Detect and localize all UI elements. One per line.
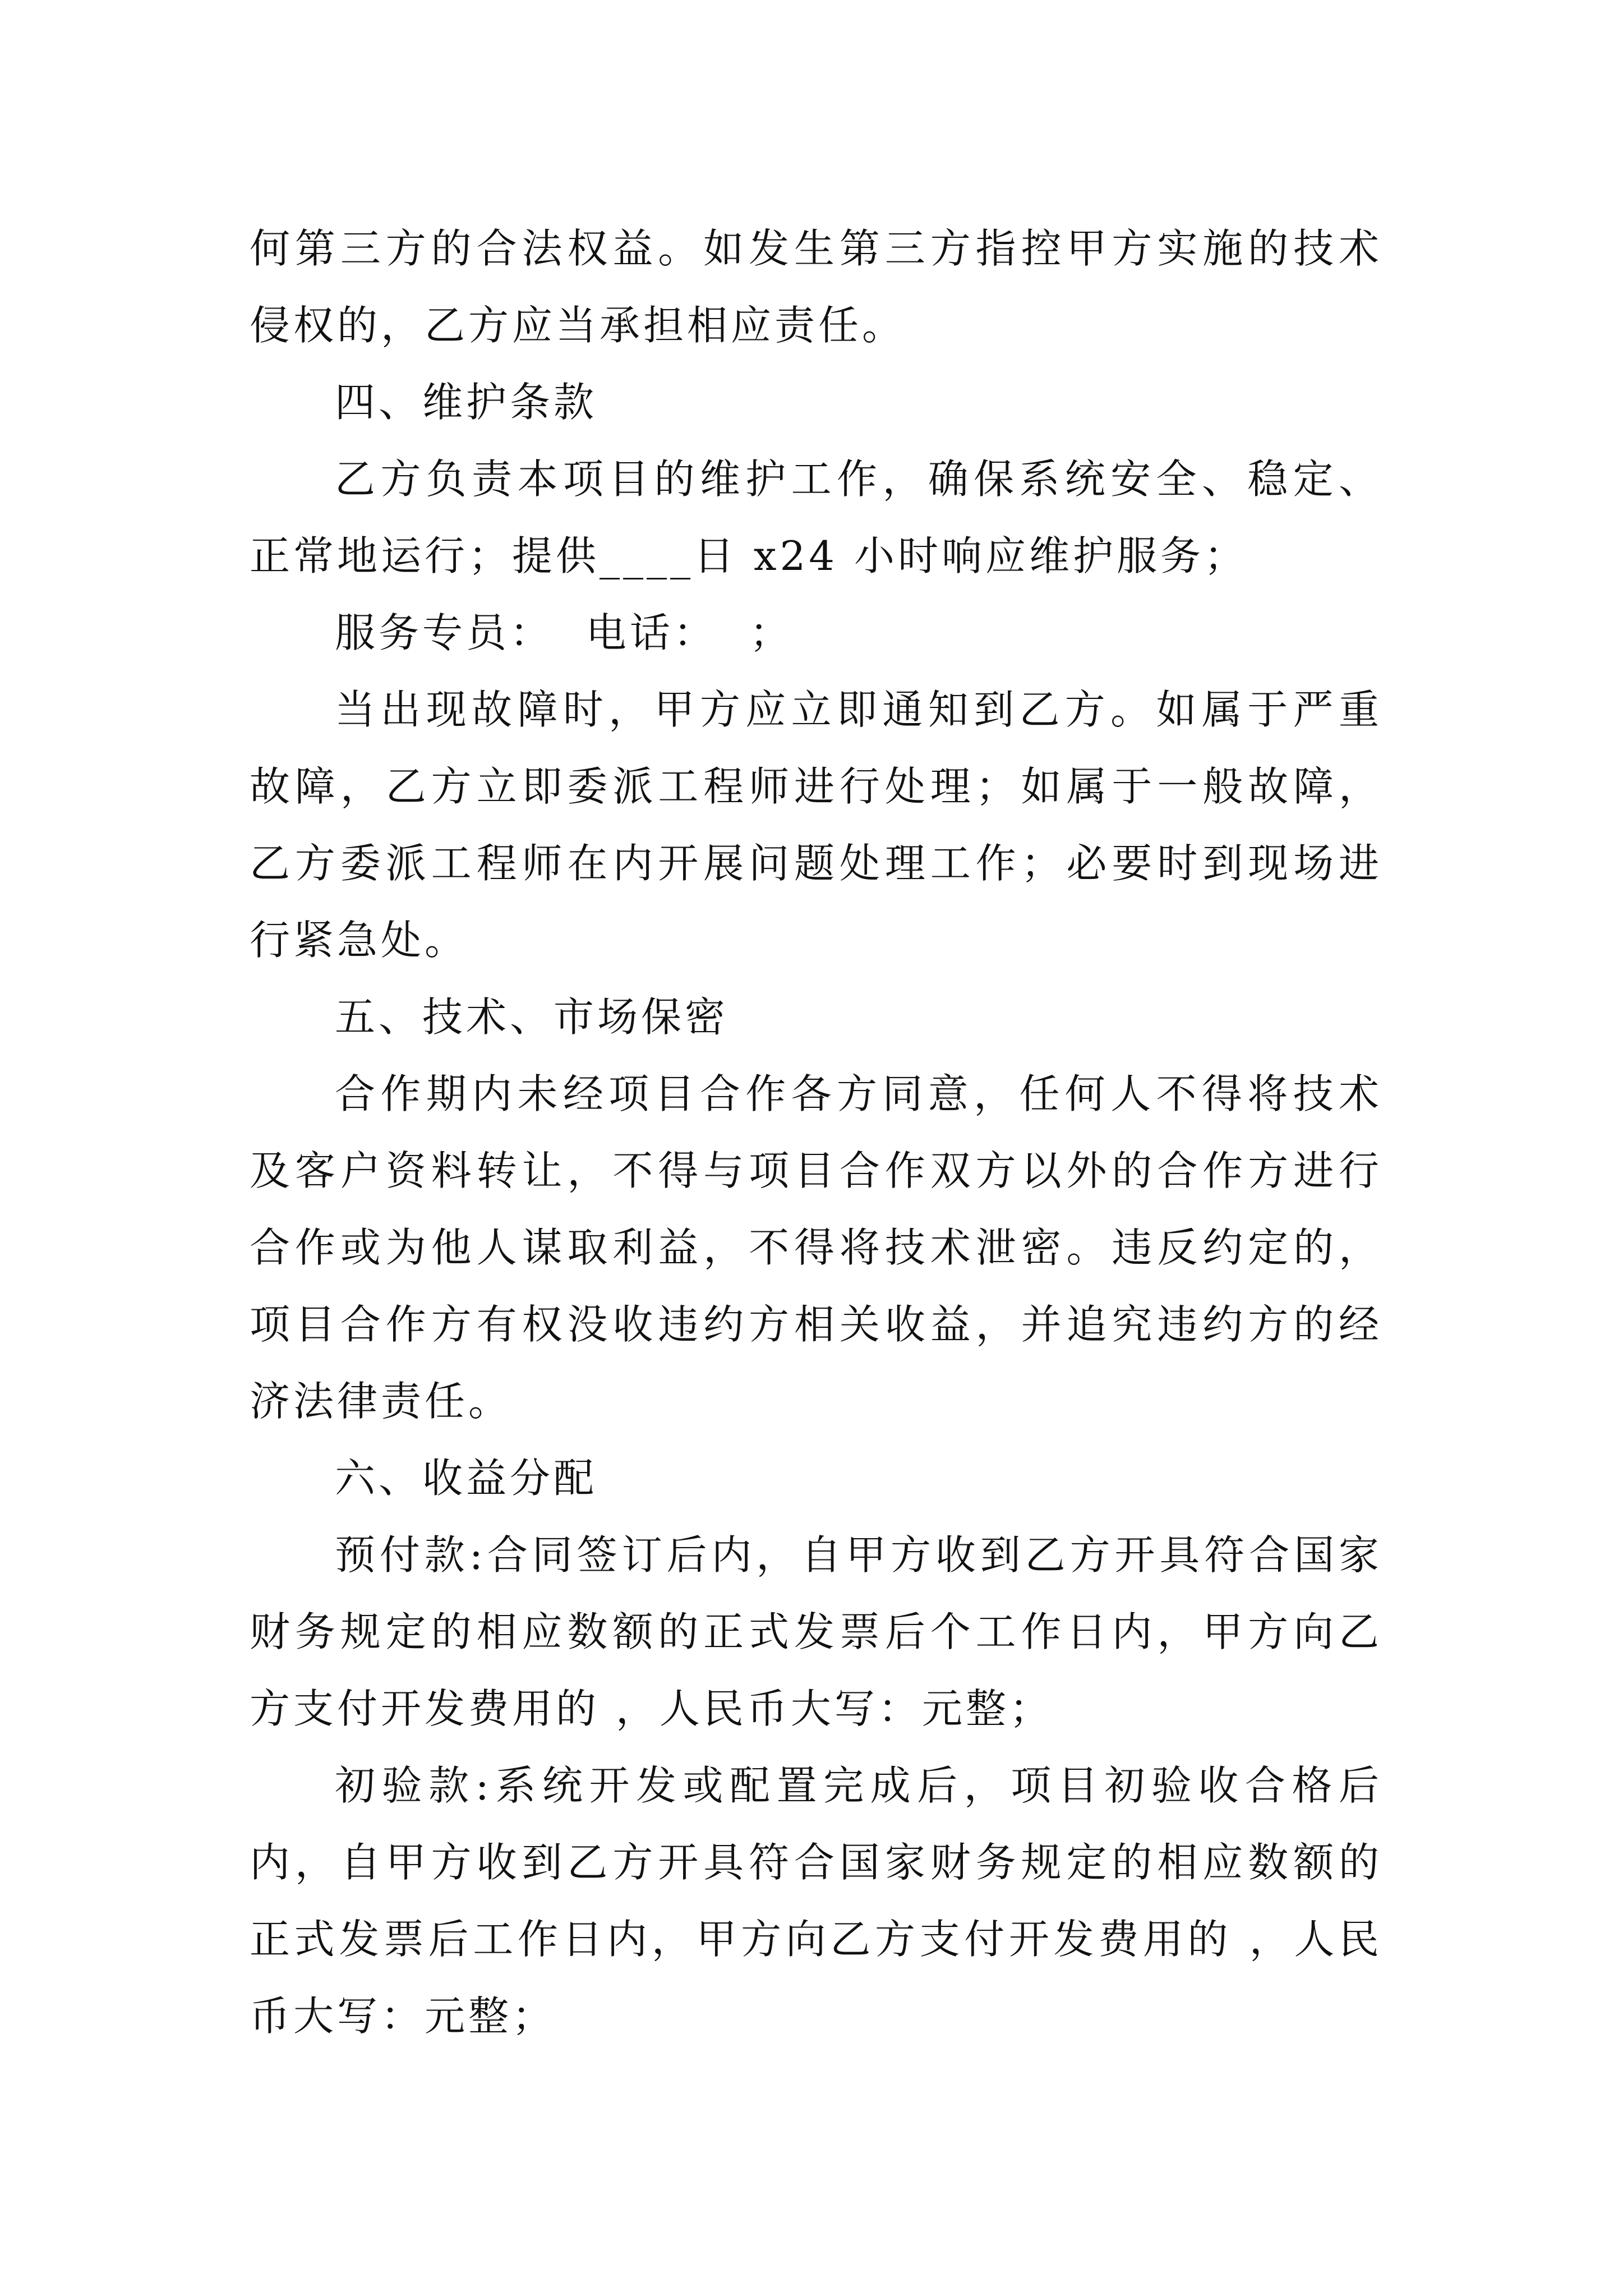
paragraph-initial-acceptance: 初验款:系统开发或配置完成后，项目初验收合格后内，自甲方收到乙方开具符合国家财务规定的相应数额的正式发票后工作日内，甲方向乙方支付开发费用的 ，人民币大写：元整； — [250, 1762, 1382, 2040]
section-heading-revenue: 六、收益分配 — [335, 1455, 598, 1502]
section-heading-confidentiality: 五、技术、市场保密 — [335, 993, 729, 1041]
paragraph-continuation: 何第三方的合法权益。如发生第三方指控甲方实施的技术侵权的，乙方应当承担相应责任。 — [250, 225, 1382, 349]
paragraph-service-contact: 服务专员： 电话： ； — [335, 609, 794, 656]
paragraph-fault-handling: 当出现故障时，甲方应立即通知到乙方。如属于严重故障，乙方立即委派工程师进行处理；如属于一般故障，乙方委派工程师在内开展问题处理工作；必要时到现场进行紧急处。 — [250, 686, 1382, 964]
paragraph-confidentiality: 合作期内未经项目合作各方同意，任何人不得将技术及客户资料转让，不得与项目合作双方以外的合作方进行合作或为他人谋取利益，不得将技术泄密。违反约定的，项目合作方有权没收违约方相关收益，并追究违约方的经济法律责任。 — [250, 1070, 1382, 1425]
paragraph-maintenance-duty: 乙方负责本项目的维护工作，确保系统安全、稳定、正常地运行；提供____日 x24 小时响应维护服务； — [250, 455, 1382, 579]
document-body — [250, 210, 1382, 2055]
paragraph-prepayment: 预付款:合同签订后内，自甲方收到乙方开具符合国家财务规定的相应数额的正式发票后个工作日内，甲方向乙方支付开发费用的 ，人民币大写：元整； — [250, 1531, 1382, 1732]
section-heading-maintenance: 四、维护条款 — [335, 379, 598, 426]
